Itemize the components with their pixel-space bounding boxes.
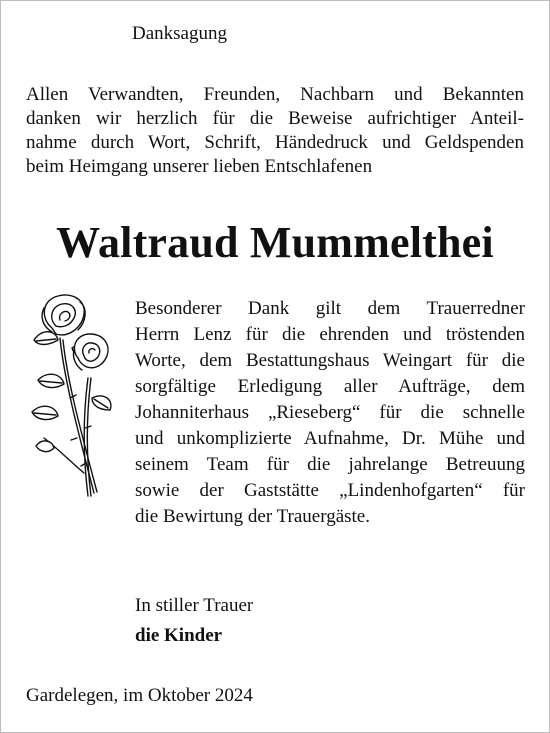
thanks-line: sowie der Gaststätte „Lindenhofgarten“ für [135,480,525,501]
thanks-line: sorgfältige Erledigung aller Aufträge, dem [135,376,525,397]
thanks-line: Johanniterhaus „Rieseberg“ für die schnelle [135,402,525,423]
thanks-line: Herrn Lenz für die ehrenden und tröstenden [135,324,525,345]
thanks-line: die Bewirtung der Trauergäste. [135,506,370,527]
notice-heading: Danksagung [132,23,227,44]
deceased-name: Waltraud Mummelthei [56,218,494,267]
thanks-line: Worte, dem Bestattungshaus Weingart für die [135,350,525,371]
intro-line: Allen Verwandten, Freunden, Nachbarn und Bekannten [26,84,524,105]
place-date: Gardelegen, im Oktober 2024 [26,685,253,706]
closing-line: In stiller Trauer [135,595,254,616]
thanks-line: und unkomplizierte Aufnahme, Dr. Mühe und [135,428,525,449]
intro-line: nahme durch Wort, Schrift, Händedruck und Geldspenden [26,132,524,153]
thanks-paragraph [135,296,525,530]
thanks-line: Besonderer Dank gilt dem Trauerredner [135,298,525,319]
signature: die Kinder [135,625,223,646]
thanks-line: seinem Team für die jahrelange Betreuung [135,454,525,475]
intro-line: beim Heimgang unserer lieben Entschlafenen [26,156,373,177]
intro-line: danken wir herzlich für die Beweise aufrichtiger Anteil- [26,108,524,129]
rose-illustration-icon [22,288,122,503]
intro-paragraph [26,83,524,179]
